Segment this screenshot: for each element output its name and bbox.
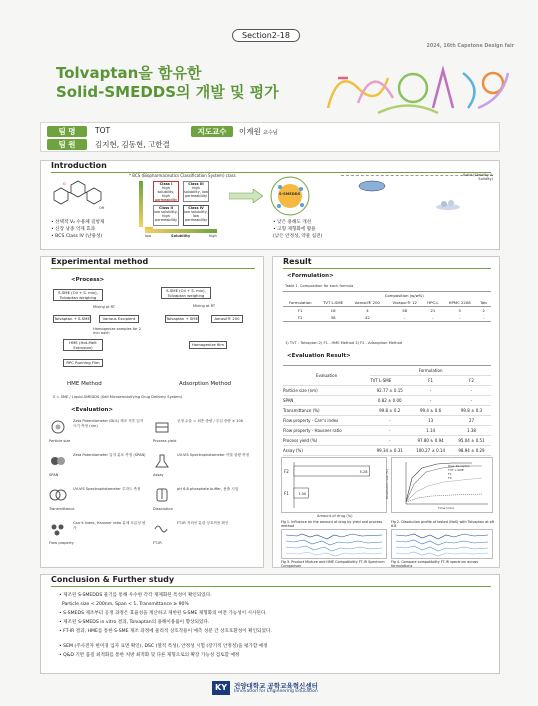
- members-label: 팀 원: [47, 139, 87, 150]
- bar-chart-caption: Fig 1. Influence on the amount of drug by yield and process method: [281, 520, 383, 528]
- ftir-chart-1-box: [281, 529, 387, 559]
- conclusion-section: [40, 574, 500, 674]
- intro-left-bullets: • 선택적 V₂ 수용체 길항제 • 신장 낭종 억제 효과 • BCS Class IV (난용성): [51, 220, 105, 239]
- title-line-1: Tolvaptan을 함유한: [56, 64, 202, 82]
- eval-particle-size: Particle size Zeta Potentiometer (DLS) 제조 직후 입자 크기 측정 (nm): [49, 419, 144, 443]
- class-2: Class II low solubility, high permeability: [153, 205, 179, 226]
- mixing-rt-1: Mixing at RT: [93, 305, 116, 309]
- axis-solubility: Solubility: [171, 234, 191, 238]
- eval-result-title: <Evaluation Result>: [287, 353, 351, 359]
- powder-icon: [435, 197, 461, 211]
- fair-label: 2024, 16th Capstone Design fair: [426, 44, 514, 49]
- hme-box: HME (Hot-Melt Extrusion): [63, 339, 103, 351]
- poster-title: [56, 64, 279, 102]
- formulation-note: 1) TVT - Tolvaptan 2) F1 - HME Method 3) F2 - Adsorption Method: [285, 341, 403, 345]
- eval-flow-property: Flow property Carr's Index, Hausner ratio 분체 흐름성 평가: [49, 521, 146, 545]
- ads-box-weighing: S-SME (Oil + S. mix), Tolvaptan weighing: [161, 287, 211, 299]
- bar-label-F2: F2: [284, 469, 289, 474]
- evaluation-title: <Evaluation>: [71, 407, 113, 413]
- eval-dissolution: Dissolution pH 6.8 phosphate buffer, 용출 시험: [153, 487, 239, 511]
- ftir-chart-2: [392, 530, 492, 558]
- span-icon: [49, 453, 67, 469]
- assay-icon: [153, 453, 171, 469]
- bar-label-F1: F1: [284, 491, 289, 496]
- axis-low: low: [145, 234, 152, 238]
- ftir-caption-1: Fig 3. Product Mixture and HME Compatibility FT-IR Spectrum Comparison: [281, 560, 385, 568]
- dissolution-icon: [153, 487, 171, 503]
- decoration-graphic: [318, 58, 518, 118]
- footer-logo: KY: [212, 681, 230, 695]
- eval-assay: Assay UV-VIS Spectrophotometer 약물 함량 측정: [153, 453, 250, 477]
- homogenize-film-box: Homogenize film: [189, 341, 227, 349]
- team-label: 팀 명: [47, 126, 87, 137]
- evaluation-table: Evaluation Formulation TVT L-SME F1 F2 Particle size (nm) 92.77 ± 0.15 - - SPAN 0.82 ± 0.00 - - Transmittance (%) 99.8 ± 0.2 99.4 ± 0.6 99.8 ± 0.3 Flow property - Carr's index - 13 27 Flow property - Hausner ratio - 1.14 1.38 Process yield (%) - 97.80 ± 0.94 95.04 ± 0.51 Assay (%) 99.34 ± 0.31 100.27 ± 0.14 98.94 ± 0.29: [283, 365, 491, 456]
- bar-chart: [282, 458, 386, 512]
- formulation-caption: Table 1. Composition for each formula: [285, 284, 354, 288]
- homogenize-text: Homogenize samples for 2 min each: [93, 327, 142, 335]
- formulation-title: <Formulation>: [287, 273, 334, 279]
- axis-high: high: [209, 234, 217, 238]
- ftir-caption-2: Fig 4. Compare compatibility FT-IR spectrum across formulations: [391, 560, 479, 568]
- tol-sme-box: Tolvaptan + SME: [166, 316, 198, 321]
- result-section: [272, 256, 500, 568]
- side-label: Solid (Stability & Solidity): [463, 173, 493, 181]
- process-footnote: S = SME / Liquid-SMEDDS (Self-Microemulsifying Drug Delivery System): [53, 395, 183, 399]
- team-members: 김지현, 김동현, 고한결: [95, 140, 170, 149]
- process-yield-icon: [153, 419, 171, 435]
- film-box: RPC Running Film: [63, 359, 103, 367]
- bar-F2: [294, 466, 370, 476]
- excipient-box: Various Excipient: [99, 315, 139, 323]
- advisor-label: 지도교수: [191, 126, 233, 137]
- permeability-axis: [139, 181, 143, 227]
- svg-text:OH: OH: [99, 206, 105, 210]
- tol-smedds-box: Tolvaptan + S-SME: [54, 316, 90, 321]
- conclusion-heading: Conclusion & Further study: [51, 575, 175, 584]
- eval-process-yield: Process yield 공정 수율 = 최종 중량 / 투입 중량 × 100: [153, 419, 244, 443]
- experimental-heading: Experimental method: [51, 257, 149, 266]
- dissolution-ylabel: Dissolution rate (%): [384, 469, 389, 499]
- conclusion-bullets: • 제조된 S-SMEDDS 물기를 통해 우수한 각각 제제화된 특성이 확인되었다. Particle size < 200nm, Span < 1, Transmittance ≥ 90% • S-SMEDS 제조부터 공정 과정은 효율성을 계산하고 제한된 S-SME 제형화의 여전 가능성이 시사된다. • 제조된 S-SMEDS in vitro 결과, Tolvaptan의 용해이용률이 향상되었다. • FT-IR 결과, HME를 통한 S-SME 제조 과정에 물리적 상호작용이 예측 성분 간 상호호환성이 확인되었다. • SEM (주사전자 현미경 입자 표면 확인), DSC (열적 특성), 안정성 시험 (장기적 안정성)을 평가할 예정 • Q&D 기반 품질 최적화를 통한 처방 최적화 및 다른 제형으로의 확장 가능성 검토할 예정: [59, 593, 272, 658]
- arrow-icon: [229, 189, 263, 203]
- hme-method-label: HME Method: [67, 381, 102, 387]
- class-1: Class I high solubility, high permeability: [154, 182, 178, 202]
- class-4: Class IV low solubility, low permeability: [183, 205, 209, 226]
- process-title: <Process>: [71, 277, 105, 283]
- ftir-chart-2-box: [391, 529, 493, 559]
- footer-org: 건양대학교 공학교육혁신센터: [234, 682, 318, 690]
- ftir-icon: [153, 521, 171, 537]
- eval-span: SPAN Zeta Potentiometer 입자 분포 측정 (SPAN): [49, 453, 146, 477]
- ftir-chart-1: [282, 530, 386, 558]
- bar-value-F2: 5.28: [359, 470, 368, 474]
- intro-right-bullets: • 낮은 용해도 개선 • 고형 제형화에 활용 (낮은 안정성, 약물 침전): [273, 220, 323, 239]
- bcs-title: * BCS (Biopharmaceutics Classification System) class: [129, 173, 236, 178]
- particle-size-icon: [49, 419, 67, 435]
- aerosil-box: Aerosil® 200: [211, 315, 243, 323]
- eval-transmittance: Transmittance UV-VIS Spectrophotometer 투과도 측정: [49, 487, 141, 511]
- svg-text:O: O: [63, 182, 66, 186]
- team-name: TOT: [95, 126, 111, 135]
- dissolution-caption: Fig 2. Dissolution profile of tested (NaS) with Tolvaptan at pH 6.8: [391, 520, 495, 528]
- section-tag: Section2-18: [232, 29, 300, 42]
- dissolution-xlabel: Time (min): [438, 506, 455, 510]
- formulation-table: Composition (w/w%) Formulation TVT L-SME Aerosil® 200 Vivapur® 12 HPC-L HPMC 2208 Talc F1 16 4 58 21 5 2 F2 38 42 - - - -: [283, 291, 491, 322]
- mixing-rt-2: Mixing at RT: [193, 304, 216, 308]
- intro-section: [40, 160, 500, 250]
- solubility-axis: [145, 229, 217, 233]
- bar-chart-xlabel: Amount of drug (%): [317, 514, 353, 518]
- molecule-graphic: [49, 177, 109, 212]
- smedds-circle-icon: [267, 175, 313, 217]
- flow-property-icon: [49, 521, 67, 537]
- bar-value-F1: 1.00: [298, 492, 307, 496]
- title-line-2: Solid-SMEDDS의 개발 및 평가: [56, 83, 279, 101]
- hme-box-weighing: S-SME (Oil + S. mix), Tolvaptan weighing: [53, 289, 103, 301]
- result-heading: Result: [283, 257, 312, 266]
- intro-heading: Introduction: [51, 161, 107, 170]
- footer-org-en: Innovation for Engineering Education: [234, 689, 318, 694]
- dissolution-chart-box: [384, 457, 493, 513]
- experimental-section: [40, 256, 264, 568]
- eval-ftir: FT-IR FT-IR 적외선 분광 상호작용 확인: [153, 521, 229, 545]
- smedds-label: S-SMEDDS: [279, 192, 301, 196]
- class-3: Class III high solubility, low permeability: [183, 181, 209, 202]
- ads-method-label: Adsorption Method: [179, 381, 232, 387]
- dissolution-legend: Raw Tolvaptan TVT L-SME F1 F2: [448, 464, 470, 480]
- tablet-icon: [357, 179, 387, 193]
- transmittance-icon: [49, 487, 67, 503]
- dissolution-chart: [392, 458, 492, 512]
- bar-chart-box: [281, 457, 387, 513]
- advisor-name: 이계원 교수님: [239, 127, 278, 136]
- team-info: [40, 122, 500, 152]
